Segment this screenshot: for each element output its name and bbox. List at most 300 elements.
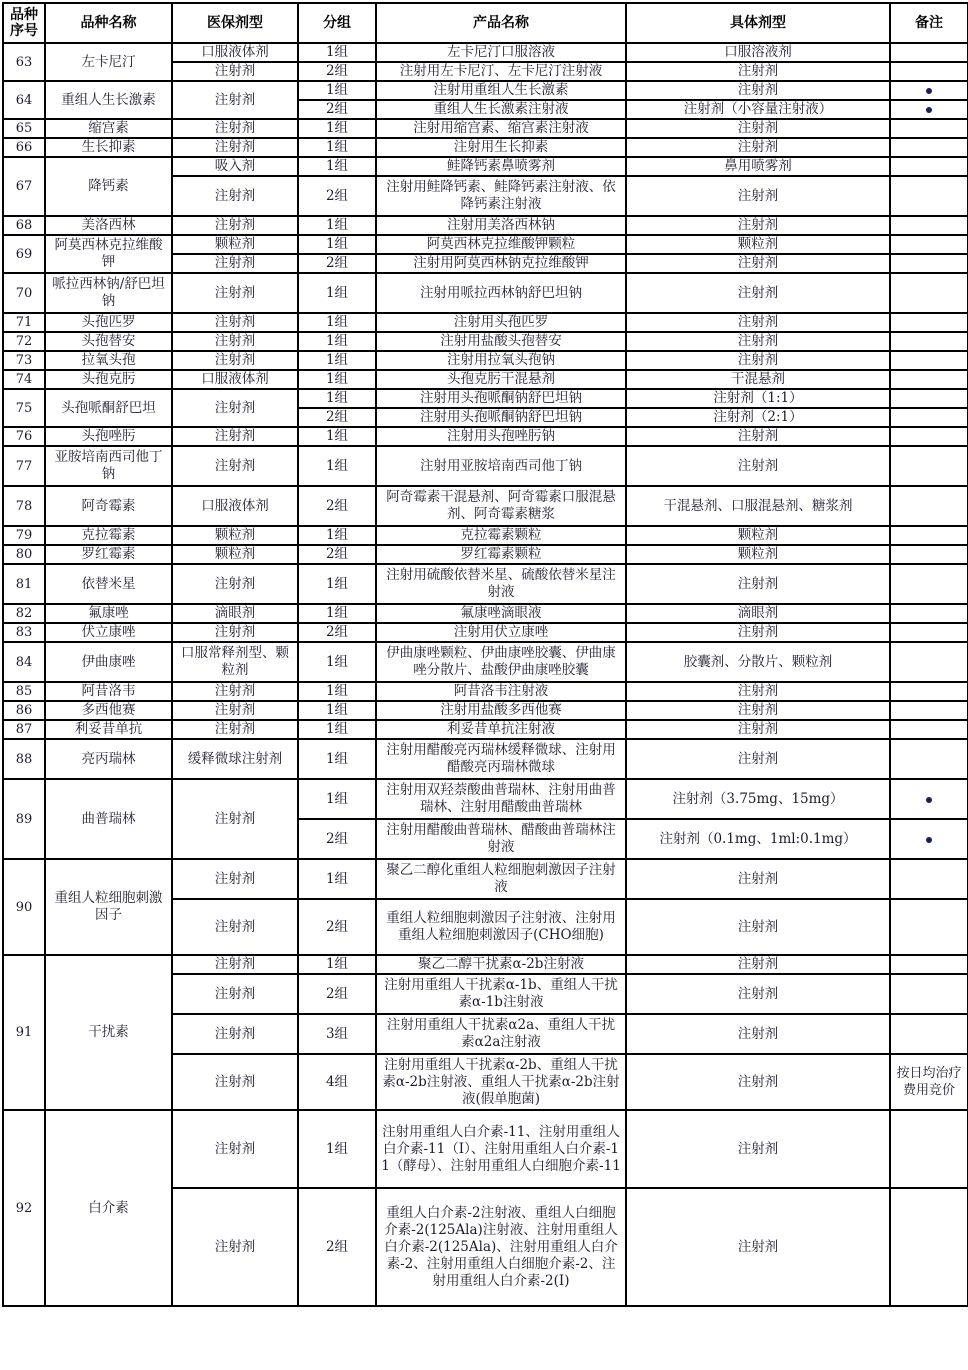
seq-cell: 84 (3, 642, 45, 682)
group-cell: 1组 (298, 351, 376, 370)
note-cell (890, 701, 968, 720)
group-cell: 1组 (298, 157, 376, 176)
table-row (3, 81, 968, 100)
marker-dot-icon (926, 837, 932, 843)
product-cell: 重组人白介素-2注射液、重组人白细胞介素-2(125Ala)注射液、注射用重组人白介素-2(125Ala)、注射用重组人白介素-2、注射用重组人白细胞介素-2、注射用重组人白介素-2(I) (376, 1188, 626, 1306)
specific-cell: 注射剂 (626, 427, 890, 446)
seq-cell: 90 (3, 859, 45, 955)
seq-cell: 77 (3, 446, 45, 486)
name-cell: 阿莫西林克拉维酸钾 (45, 235, 172, 273)
table-row (3, 604, 968, 623)
name-cell: 生长抑素 (45, 138, 172, 157)
product-cell: 注射用重组人干扰素α2a、重组人干扰素α2a注射液 (376, 1014, 626, 1054)
form-cell: 注射剂 (172, 974, 298, 1014)
form-cell: 注射剂 (172, 176, 298, 216)
table-row (3, 216, 968, 235)
name-cell: 头孢唑肟 (45, 427, 172, 446)
note-cell (890, 176, 968, 216)
product-cell: 注射用重组人干扰素α-1b、重组人干扰素α-1b注射液 (376, 974, 626, 1014)
product-cell: 聚乙二醇化重组人粒细胞刺激因子注射液 (376, 859, 626, 899)
note-cell (890, 427, 968, 446)
seq-cell: 86 (3, 701, 45, 720)
group-cell: 1组 (298, 81, 376, 100)
product-cell: 注射用重组人白介素-11、注射用重组人白介素-11（Ⅰ）、注射用重组人白介素-11（酵母）、注射用重组人白细胞介素-11 (376, 1110, 626, 1188)
seq-cell: 72 (3, 332, 45, 351)
group-cell: 1组 (298, 642, 376, 682)
seq-cell: 85 (3, 682, 45, 701)
name-cell: 重组人粒细胞刺激因子 (45, 859, 172, 955)
specific-cell: 注射剂 (626, 273, 890, 313)
table-row (3, 955, 968, 974)
table-row (3, 351, 968, 370)
note-cell (890, 351, 968, 370)
seq-cell: 87 (3, 720, 45, 739)
specific-cell: 注射剂 (626, 720, 890, 739)
seq-cell: 76 (3, 427, 45, 446)
table-row (3, 235, 968, 254)
product-cell: 阿昔洛韦注射液 (376, 682, 626, 701)
group-cell: 2组 (298, 819, 376, 859)
group-cell: 2组 (298, 1188, 376, 1306)
seq-cell: 75 (3, 389, 45, 427)
specific-cell: 注射剂 (626, 446, 890, 486)
product-cell: 注射用生长抑素 (376, 138, 626, 157)
product-cell: 重组人生长激素注射液 (376, 100, 626, 119)
form-cell: 注射剂 (172, 899, 298, 955)
form-cell: 缓释微球注射剂 (172, 739, 298, 779)
seq-cell: 81 (3, 564, 45, 604)
product-cell: 注射用头孢哌酮钠舒巴坦钠 (376, 389, 626, 408)
group-cell: 1组 (298, 564, 376, 604)
form-cell: 注射剂 (172, 859, 298, 899)
group-cell: 2组 (298, 623, 376, 642)
group-cell: 2组 (298, 408, 376, 427)
header-insurance-form: 医保剂型 (172, 3, 298, 43)
note-cell (890, 682, 968, 701)
seq-cell: 79 (3, 526, 45, 545)
header-note: 备注 (890, 3, 968, 43)
product-cell: 重组人粒细胞刺激因子注射液、注射用重组人粒细胞刺激因子(CHO细胞) (376, 899, 626, 955)
form-cell: 注射剂 (172, 332, 298, 351)
note-cell (890, 955, 968, 974)
specific-cell: 注射剂 (626, 623, 890, 642)
name-cell: 亚胺培南西司他丁钠 (45, 446, 172, 486)
note-cell (890, 564, 968, 604)
specific-cell: 颗粒剂 (626, 235, 890, 254)
table-row (3, 446, 968, 486)
form-cell: 注射剂 (172, 720, 298, 739)
group-cell: 1组 (298, 955, 376, 974)
group-cell: 2组 (298, 176, 376, 216)
group-cell: 1组 (298, 682, 376, 701)
name-cell: 阿昔洛韦 (45, 682, 172, 701)
specific-cell: 注射剂 (626, 216, 890, 235)
name-cell: 重组人生长激素 (45, 81, 172, 119)
group-cell: 1组 (298, 779, 376, 819)
specific-cell: 颗粒剂 (626, 545, 890, 564)
product-cell: 注射用美洛西林钠 (376, 216, 626, 235)
seq-cell: 82 (3, 604, 45, 623)
note-cell (890, 604, 968, 623)
specific-cell: 注射剂 (626, 974, 890, 1014)
group-cell: 2组 (298, 254, 376, 273)
seq-cell: 74 (3, 370, 45, 389)
form-cell: 注射剂 (172, 1014, 298, 1054)
group-cell: 1组 (298, 1110, 376, 1188)
seq-cell: 64 (3, 81, 45, 119)
note-cell (890, 235, 968, 254)
name-cell: 亮丙瑞林 (45, 739, 172, 779)
product-cell: 利妥昔单抗注射液 (376, 720, 626, 739)
name-cell: 降钙素 (45, 157, 172, 216)
product-cell: 鲑降钙素鼻喷雾剂 (376, 157, 626, 176)
note-cell: 按日均治疗费用竞价 (890, 1054, 968, 1110)
specific-cell: 注射剂 (626, 313, 890, 332)
form-cell: 口服液体剂 (172, 43, 298, 62)
form-cell: 注射剂 (172, 623, 298, 642)
specific-cell: 干混悬剂 (626, 370, 890, 389)
product-cell: 阿奇霉素干混悬剂、阿奇霉素口服混悬剂、阿奇霉素糖浆 (376, 486, 626, 526)
note-cell (890, 313, 968, 332)
table-row (3, 739, 968, 779)
seq-cell: 67 (3, 157, 45, 216)
group-cell: 1组 (298, 43, 376, 62)
form-cell: 注射剂 (172, 779, 298, 859)
name-cell: 头孢克肟 (45, 370, 172, 389)
note-cell (890, 720, 968, 739)
header-name: 品种名称 (45, 3, 172, 43)
name-cell: 干扰素 (45, 955, 172, 1110)
form-cell: 滴眼剂 (172, 604, 298, 623)
specific-cell: 注射剂 (626, 351, 890, 370)
specific-cell: 注射剂 (626, 1014, 890, 1054)
note-cell (890, 1188, 968, 1306)
product-cell: 罗红霉素颗粒 (376, 545, 626, 564)
product-cell: 注射用伏立康唑 (376, 623, 626, 642)
group-cell: 1组 (298, 332, 376, 351)
form-cell: 注射剂 (172, 216, 298, 235)
note-cell (890, 526, 968, 545)
specific-cell: 注射剂 (626, 564, 890, 604)
form-cell: 注射剂 (172, 119, 298, 138)
form-cell: 注射剂 (172, 62, 298, 81)
note-cell (890, 254, 968, 273)
note-cell (890, 739, 968, 779)
specific-cell: 注射剂 (626, 119, 890, 138)
note-cell (890, 408, 968, 427)
specific-cell: 注射剂（0.1mg、1ml:0.1mg） (626, 819, 890, 859)
table-row (3, 370, 968, 389)
product-cell: 克拉霉素颗粒 (376, 526, 626, 545)
product-cell: 氟康唑滴眼液 (376, 604, 626, 623)
form-cell: 颗粒剂 (172, 526, 298, 545)
specific-cell: 注射剂 (626, 1188, 890, 1306)
specific-cell: 注射剂（3.75mg、15mg） (626, 779, 890, 819)
note-cell (890, 370, 968, 389)
name-cell: 罗红霉素 (45, 545, 172, 564)
specific-cell: 胶囊剂、分散片、颗粒剂 (626, 642, 890, 682)
group-cell: 1组 (298, 216, 376, 235)
product-cell: 左卡尼汀口服溶液 (376, 43, 626, 62)
table-row (3, 682, 968, 701)
table-row (3, 138, 968, 157)
group-cell: 1组 (298, 446, 376, 486)
product-cell: 注射用缩宫素、缩宫素注射液 (376, 119, 626, 138)
specific-cell: 注射剂 (626, 62, 890, 81)
note-cell (890, 545, 968, 564)
form-cell: 注射剂 (172, 564, 298, 604)
group-cell: 3组 (298, 1014, 376, 1054)
marker-dot-icon (926, 88, 932, 94)
seq-cell: 73 (3, 351, 45, 370)
group-cell: 1组 (298, 389, 376, 408)
form-cell: 注射剂 (172, 313, 298, 332)
group-cell: 1组 (298, 235, 376, 254)
note-cell (890, 100, 968, 119)
form-cell: 注射剂 (172, 1054, 298, 1110)
form-cell: 口服液体剂 (172, 370, 298, 389)
product-cell: 注射用亚胺培南西司他丁钠 (376, 446, 626, 486)
product-cell: 注射用醋酸亮丙瑞林缓释微球、注射用醋酸亮丙瑞林微球 (376, 739, 626, 779)
group-cell: 1组 (298, 313, 376, 332)
name-cell: 缩宫素 (45, 119, 172, 138)
group-cell: 1组 (298, 370, 376, 389)
marker-dot-icon (926, 107, 932, 113)
note-cell (890, 819, 968, 859)
name-cell: 拉氧头孢 (45, 351, 172, 370)
note-cell (890, 642, 968, 682)
header-specific-form: 具体剂型 (626, 3, 890, 43)
seq-cell: 70 (3, 273, 45, 313)
name-cell: 多西他赛 (45, 701, 172, 720)
specific-cell: 鼻用喷雾剂 (626, 157, 890, 176)
specific-cell: 注射剂（2:1） (626, 408, 890, 427)
specific-cell: 注射剂 (626, 176, 890, 216)
product-cell: 注射用盐酸多西他赛 (376, 701, 626, 720)
note-cell (890, 974, 968, 1014)
form-cell: 注射剂 (172, 955, 298, 974)
form-cell: 注射剂 (172, 389, 298, 427)
note-cell (890, 779, 968, 819)
seq-cell: 63 (3, 43, 45, 81)
table-row (3, 332, 968, 351)
table-row (3, 427, 968, 446)
specific-cell: 干混悬剂、口服混悬剂、糖浆剂 (626, 486, 890, 526)
note-cell (890, 119, 968, 138)
group-cell: 2组 (298, 974, 376, 1014)
note-cell (890, 273, 968, 313)
name-cell: 左卡尼汀 (45, 43, 172, 81)
seq-cell: 88 (3, 739, 45, 779)
form-cell: 吸入剂 (172, 157, 298, 176)
product-cell: 注射用头孢匹罗 (376, 313, 626, 332)
table-row (3, 701, 968, 720)
product-cell: 注射用重组人干扰素α-2b、重组人干扰素α-2b注射液、重组人干扰素α-2b注射液(假单胞菌) (376, 1054, 626, 1110)
group-cell: 2组 (298, 545, 376, 564)
specific-cell: 注射剂 (626, 701, 890, 720)
product-cell: 注射用阿莫西林钠克拉维酸钾 (376, 254, 626, 273)
seq-cell: 92 (3, 1110, 45, 1306)
table-row (3, 389, 968, 408)
name-cell: 伏立康唑 (45, 623, 172, 642)
product-cell: 注射用双羟萘酸曲普瑞林、注射用曲普瑞林、注射用醋酸曲普瑞林 (376, 779, 626, 819)
group-cell: 1组 (298, 859, 376, 899)
product-cell: 注射用鲑降钙素、鲑降钙素注射液、依降钙素注射液 (376, 176, 626, 216)
seq-cell: 69 (3, 235, 45, 273)
seq-cell: 83 (3, 623, 45, 642)
product-cell: 注射用头孢唑肟钠 (376, 427, 626, 446)
group-cell: 1组 (298, 739, 376, 779)
form-cell: 注射剂 (172, 254, 298, 273)
group-cell: 1组 (298, 427, 376, 446)
form-cell: 注射剂 (172, 351, 298, 370)
product-cell: 注射用拉氧头孢钠 (376, 351, 626, 370)
form-cell: 颗粒剂 (172, 235, 298, 254)
table-row (3, 43, 968, 62)
name-cell: 克拉霉素 (45, 526, 172, 545)
specific-cell: 颗粒剂 (626, 526, 890, 545)
group-cell: 4组 (298, 1054, 376, 1110)
form-cell: 注射剂 (172, 446, 298, 486)
note-cell (890, 1014, 968, 1054)
group-cell: 2组 (298, 486, 376, 526)
table-row (3, 119, 968, 138)
product-cell: 注射用盐酸头孢替安 (376, 332, 626, 351)
product-cell: 注射用重组人生长激素 (376, 81, 626, 100)
name-cell: 曲普瑞林 (45, 779, 172, 859)
specific-cell: 注射剂（小容量注射液） (626, 100, 890, 119)
note-cell (890, 623, 968, 642)
note-cell (890, 157, 968, 176)
table-row (3, 526, 968, 545)
drug-group-table (2, 2, 968, 1307)
specific-cell: 滴眼剂 (626, 604, 890, 623)
note-cell (890, 62, 968, 81)
product-cell: 头孢克肟干混悬剂 (376, 370, 626, 389)
group-cell: 1组 (298, 701, 376, 720)
group-cell: 1组 (298, 720, 376, 739)
specific-cell: 注射剂 (626, 739, 890, 779)
note-cell (890, 899, 968, 955)
name-cell: 利妥昔单抗 (45, 720, 172, 739)
product-cell: 伊曲康唑颗粒、伊曲康唑胶囊、伊曲康唑分散片、盐酸伊曲康唑胶囊 (376, 642, 626, 682)
form-cell: 注射剂 (172, 1110, 298, 1188)
note-cell (890, 138, 968, 157)
specific-cell: 注射剂 (626, 859, 890, 899)
table-row (3, 623, 968, 642)
name-cell: 伊曲康唑 (45, 642, 172, 682)
table-row (3, 486, 968, 526)
group-cell: 2组 (298, 899, 376, 955)
name-cell: 头孢替安 (45, 332, 172, 351)
specific-cell: 注射剂 (626, 138, 890, 157)
note-cell (890, 389, 968, 408)
product-cell: 注射用硫酸依替米星、硫酸依替米星注射液 (376, 564, 626, 604)
specific-cell: 注射剂（1:1） (626, 389, 890, 408)
seq-cell: 89 (3, 779, 45, 859)
form-cell: 颗粒剂 (172, 545, 298, 564)
product-cell: 注射用醋酸曲普瑞林、醋酸曲普瑞林注射液 (376, 819, 626, 859)
seq-cell: 66 (3, 138, 45, 157)
table-row (3, 642, 968, 682)
seq-cell: 91 (3, 955, 45, 1110)
product-cell: 注射用头孢哌酮钠舒巴坦钠 (376, 408, 626, 427)
note-cell (890, 332, 968, 351)
specific-cell: 注射剂 (626, 955, 890, 974)
table-row (3, 545, 968, 564)
table-row (3, 859, 968, 899)
note-cell (890, 216, 968, 235)
seq-cell: 78 (3, 486, 45, 526)
group-cell: 1组 (298, 119, 376, 138)
name-cell: 阿奇霉素 (45, 486, 172, 526)
form-cell: 口服常释剂型、颗粒剂 (172, 642, 298, 682)
specific-cell: 注射剂 (626, 332, 890, 351)
note-cell (890, 1110, 968, 1188)
specific-cell: 注射剂 (626, 1110, 890, 1188)
group-cell: 1组 (298, 526, 376, 545)
form-cell: 注射剂 (172, 138, 298, 157)
product-cell: 注射用左卡尼汀、左卡尼汀注射液 (376, 62, 626, 81)
table-row (3, 1110, 968, 1188)
specific-cell: 注射剂 (626, 1054, 890, 1110)
group-cell: 1组 (298, 604, 376, 623)
form-cell: 注射剂 (172, 1188, 298, 1306)
form-cell: 口服液体剂 (172, 486, 298, 526)
product-cell: 聚乙二醇干扰素α-2b注射液 (376, 955, 626, 974)
table-row (3, 564, 968, 604)
header-row (3, 3, 968, 43)
product-cell: 阿莫西林克拉维酸钾颗粒 (376, 235, 626, 254)
table-row (3, 779, 968, 819)
note-cell (890, 446, 968, 486)
product-cell: 注射用哌拉西林钠舒巴坦钠 (376, 273, 626, 313)
header-product: 产品名称 (376, 3, 626, 43)
specific-cell: 注射剂 (626, 682, 890, 701)
note-cell (890, 486, 968, 526)
group-cell: 1组 (298, 273, 376, 313)
name-cell: 氟康唑 (45, 604, 172, 623)
header-seq: 品种序号 (3, 3, 45, 43)
seq-cell: 80 (3, 545, 45, 564)
note-cell (890, 81, 968, 100)
header-group: 分组 (298, 3, 376, 43)
specific-cell: 口服溶液剂 (626, 43, 890, 62)
name-cell: 头孢哌酮舒巴坦 (45, 389, 172, 427)
specific-cell: 注射剂 (626, 81, 890, 100)
name-cell: 头孢匹罗 (45, 313, 172, 332)
note-cell (890, 43, 968, 62)
form-cell: 注射剂 (172, 682, 298, 701)
table-row (3, 157, 968, 176)
group-cell: 2组 (298, 100, 376, 119)
seq-cell: 71 (3, 313, 45, 332)
name-cell: 美洛西林 (45, 216, 172, 235)
form-cell: 注射剂 (172, 427, 298, 446)
specific-cell: 注射剂 (626, 254, 890, 273)
table-row (3, 313, 968, 332)
marker-dot-icon (926, 797, 932, 803)
group-cell: 1组 (298, 138, 376, 157)
seq-cell: 65 (3, 119, 45, 138)
note-cell (890, 859, 968, 899)
form-cell: 注射剂 (172, 81, 298, 119)
name-cell: 哌拉西林钠/舒巴坦钠 (45, 273, 172, 313)
form-cell: 注射剂 (172, 273, 298, 313)
group-cell: 2组 (298, 62, 376, 81)
table-row (3, 720, 968, 739)
name-cell: 依替米星 (45, 564, 172, 604)
